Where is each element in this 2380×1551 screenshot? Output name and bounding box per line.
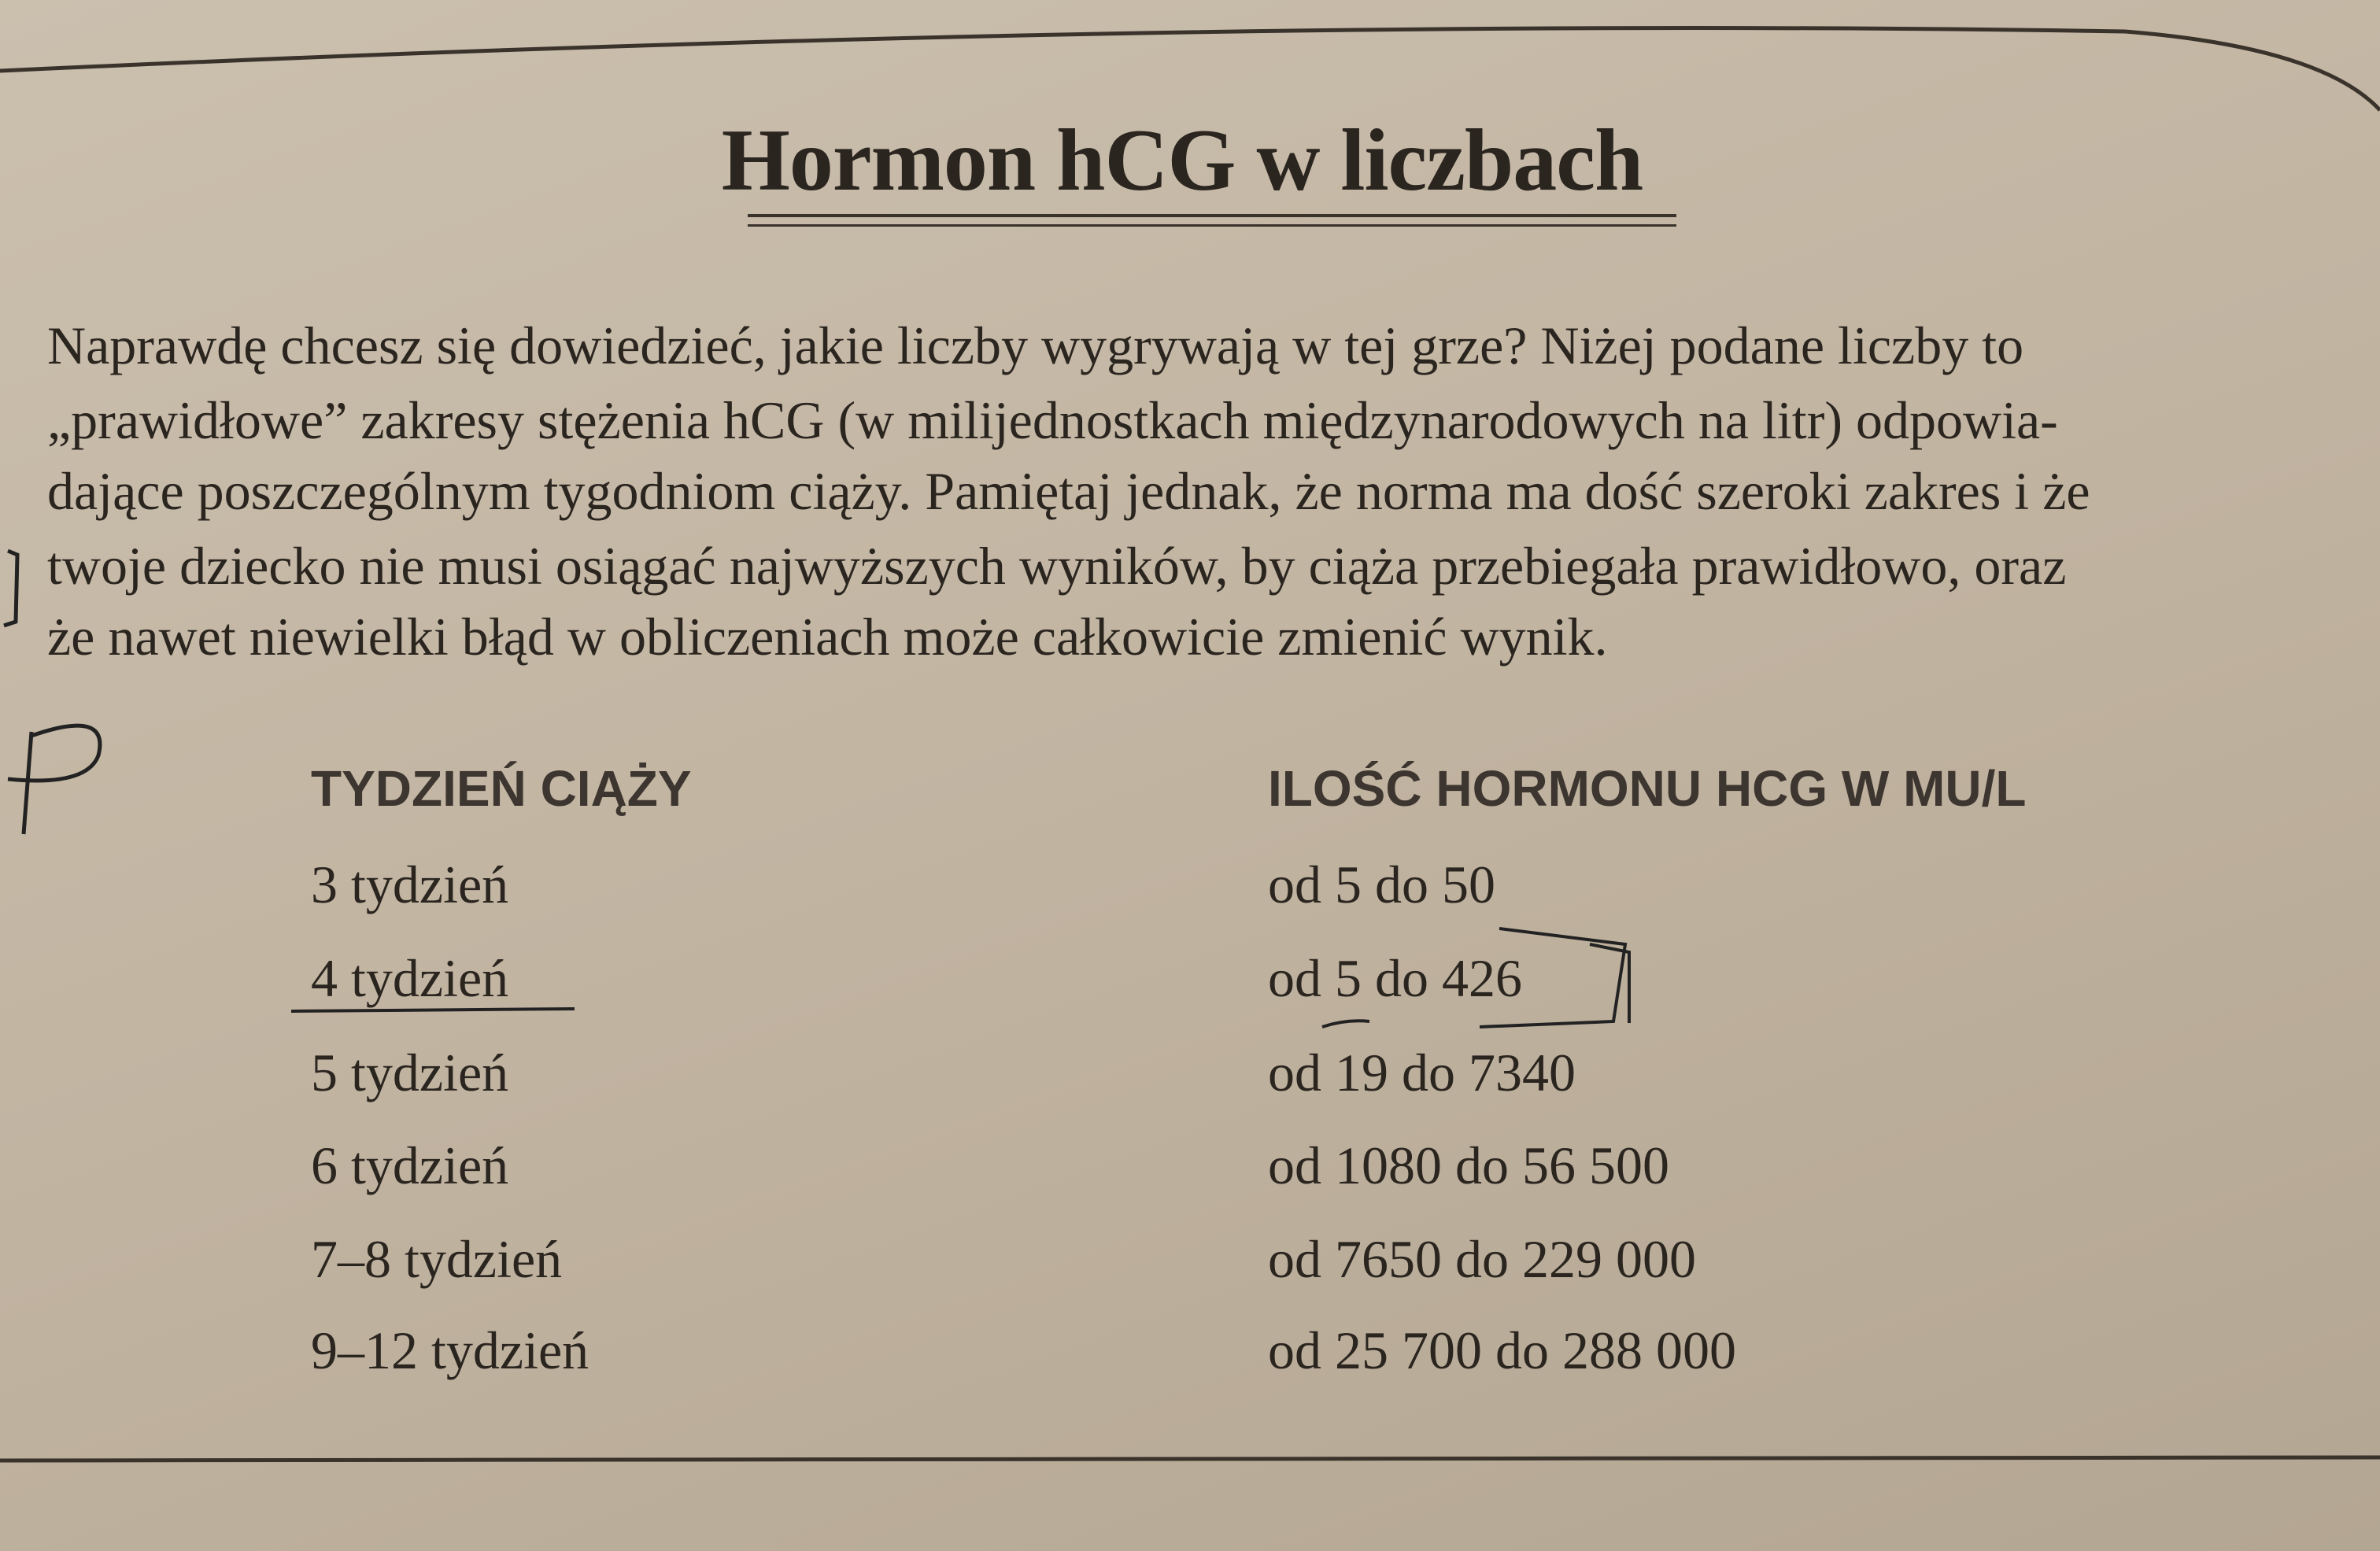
handwritten-underline-5 [1322,1021,1369,1027]
week-cell: 5 tydzień [311,1043,509,1102]
paragraph-line: twoje dziecko nie musi osiągać najwyższych wyników, by ciąża przebiegała prawidłowo, oraz [47,536,2067,596]
top-border-line [0,28,2380,110]
range-cell: od 1080 do 56 500 [1268,1136,1669,1195]
title-underline-second [748,224,1676,227]
header-week: TYDZIEŃ CIĄŻY [311,760,692,817]
range-cell: od 7650 do 229 000 [1268,1229,1696,1289]
paragraph-line: że nawet niewielki błąd w obliczeniach może całkowicie zmienić wynik. [47,607,1608,667]
title-underline [748,214,1676,217]
handwritten-p-mark [8,726,100,834]
week-cell: 9–12 tydzień [311,1320,589,1380]
bottom-border-line [0,1457,2380,1461]
week-cell: 4 tydzień [311,948,509,1008]
week-cell: 3 tydzień [311,855,509,914]
paragraph-line: dające poszczególnym tygodniom ciąży. Pamiętaj jednak, że norma ma dość szeroki zakres i że [47,461,2090,521]
week-cell: 7–8 tydzień [311,1229,563,1289]
range-cell: od 5 do 50 [1268,855,1495,914]
range-cell: od 19 do 7340 [1268,1043,1576,1102]
range-cell: od 5 do 426 [1268,948,1522,1008]
handwritten-bracket-mark [4,551,17,626]
paragraph-line: Naprawdę chcesz się dowiedzieć, jakie liczby wygrywają w tej grze? Niżej podane liczby to [47,316,2024,375]
title-text: Hormon hCG w liczbach [721,112,1643,209]
paragraph-line: „prawidłowe” zakresy stężenia hCG (w milijednostkach międzynarodowych na litr) odpowia- [47,390,2058,450]
page-title [0,110,2380,212]
header-hcg-amount: ILOŚĆ HORMONU HCG W MU/L [1268,760,2027,817]
range-cell: od 25 700 do 288 000 [1268,1320,1736,1380]
week-cell: 6 tydzień [311,1136,509,1195]
